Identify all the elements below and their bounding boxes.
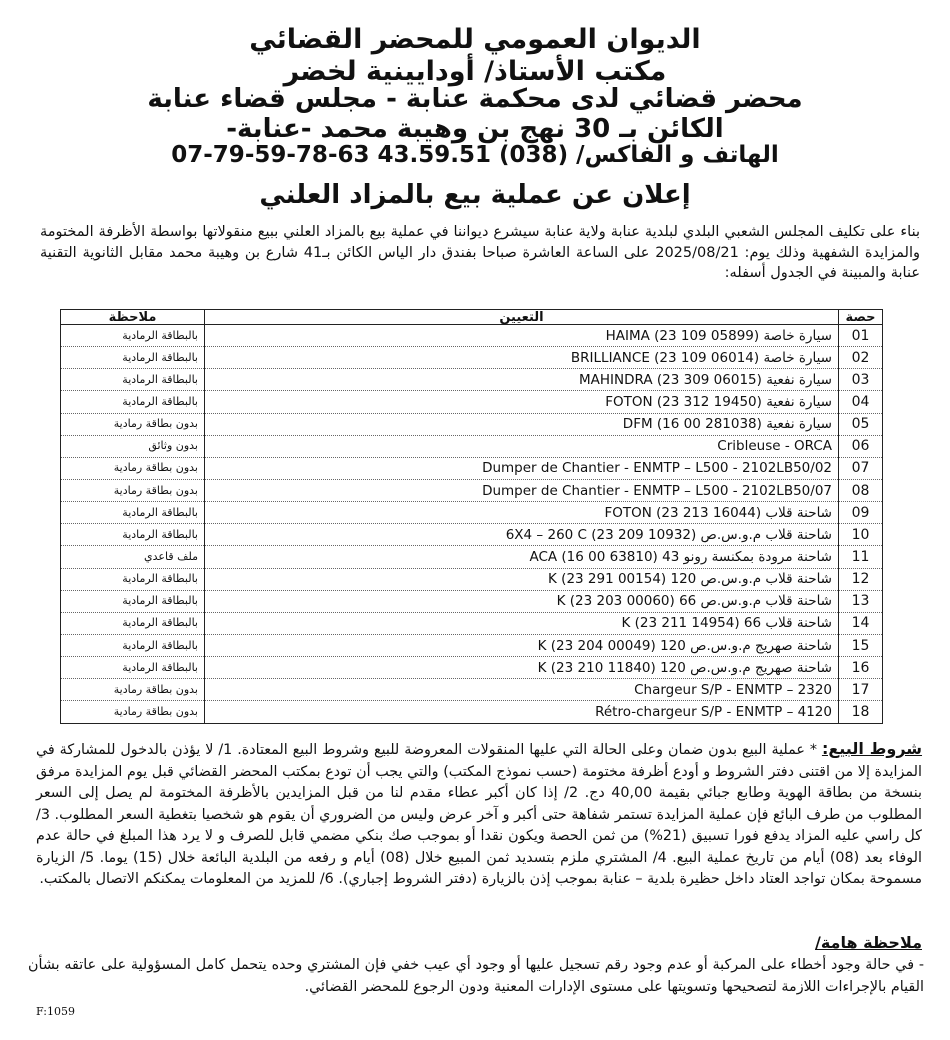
table-row [61,524,883,546]
col-header-remark: ملاحظة [61,310,205,325]
lot-cell: 11 [839,546,883,568]
table-row [61,347,883,369]
lot-cell: 08 [839,479,883,501]
remark-cell: بالبطاقة الرمادية [61,524,205,546]
designation-cell: شاحنة صهريج م.و.س.ص 120 K (23 204 00049) [205,634,839,656]
table-row [61,612,883,634]
designation-cell: Dumper de Chantier - ENMTP – L500 - 2102LB50/02 [205,457,839,479]
table-row [61,413,883,435]
table-row [61,701,883,723]
remark-cell: بالبطاقة الرمادية [61,369,205,391]
lot-cell: 04 [839,391,883,413]
lot-cell: 01 [839,325,883,347]
court-line: محضر قضائي لدى محكمة عنابة - مجلس قضاء عنابة [147,84,803,114]
lot-cell: 16 [839,657,883,679]
table-row [61,502,883,524]
table-body [61,325,883,724]
remark-cell: بدون بطاقة رمادية [61,457,205,479]
remark-cell: بدون بطاقة رمادية [61,679,205,701]
designation-cell: Chargeur S/P - ENMTP – 2320 [205,679,839,701]
table-row [61,325,883,347]
remark-cell: بالبطاقة الرمادية [61,657,205,679]
designation-cell: سيارة نفعية MAHINDRA (23 309 06015) [205,369,839,391]
table-row [61,391,883,413]
office-title: الديوان العمومي للمحضر القضائي [249,24,701,55]
lot-cell: 14 [839,612,883,634]
table-row [61,457,883,479]
designation-cell: سيارة نفعية FOTON (23 312 19450) [205,391,839,413]
lot-cell: 15 [839,634,883,656]
remark-cell: بالبطاقة الرمادية [61,612,205,634]
intro-paragraph: بناء على تكليف المجلس الشعبي البلدي لبلدية عنابة ولاية عنابة سيشرع ديواننا في عملية بيع بالمزاد العلني ببيع منقولاتها بواسطة الأظرفة المختومة والمزايدة الشفهية وذلك يوم: 2025/08/21 على الساعة العاشرة صباحا بفندق دار الياس الكائن بـ41 شارع بن وهيبة محمد مقابل الثانوية التقنية عنابة والمبينة في الجدول أسفله: [40,224,920,281]
designation-cell: شاحنة قلاب م.و.س.ص 120 K (23 291 00154) [205,568,839,590]
designation-cell: شاحنة صهريج م.و.س.ص 120 K (23 210 11840) [205,657,839,679]
remark-cell: بدون بطاقة رمادية [61,479,205,501]
designation-cell: سيارة نفعية DFM (16 00 281038) [205,413,839,435]
phone-fax-line: الهاتف و الفاكس/ (038) 43.59.51 63-78-59-79-07 [171,142,779,168]
lot-cell: 03 [839,369,883,391]
table-row [61,590,883,612]
bailiff-name: مكتب الأستاذ/ أودايينية لخضر [283,56,667,87]
lot-cell: 13 [839,590,883,612]
table-header-row [61,310,883,325]
designation-cell: شاحنة قلاب م.و.س.ص 6X4 – 260 C (23 209 10932) [205,524,839,546]
designation-cell: شاحنة مرودة بمكنسة رونو 43 ACA (16 00 63810) [205,546,839,568]
designation-cell: Dumper de Chantier - ENMTP – L500 - 2102LB50/07 [205,479,839,501]
col-header-lot: حصة [839,310,883,325]
table-row [61,568,883,590]
lot-cell: 18 [839,701,883,723]
lot-cell: 05 [839,413,883,435]
lot-cell: 17 [839,679,883,701]
lot-cell: 09 [839,502,883,524]
sale-conditions [36,738,922,891]
reference-code: F:1059 [36,1005,75,1018]
remark-cell: ملف قاعدي [61,546,205,568]
designation-cell: شاحنة قلاب FOTON (23 213 16044) [205,502,839,524]
designation-cell: سيارة خاصة HAIMA (23 109 05899) [205,325,839,347]
lot-cell: 02 [839,347,883,369]
remark-cell: بالبطاقة الرمادية [61,502,205,524]
col-header-designation: التعيين [205,310,839,325]
remark-cell: بالبطاقة الرمادية [61,347,205,369]
designation-cell: شاحنة قلاب م.و.س.ص 66 K (23 203 00060) [205,590,839,612]
remark-cell: بالبطاقة الرمادية [61,590,205,612]
table-row [61,435,883,457]
conditions-text: * عملية البيع بدون ضمان وعلى الحالة التي عليها المنقولات المعروضة للبيع وشروط البيع المعتادة. 1/ لا يؤذن بالدخول للمشاركة في المزايدة إلا من اقتنى دفتر الشروط و أودع أظرفة مختومة (حسب نموذج المكتب) والتي يجب أن تودع بمكتب المحضر القضائي قبل يوم المزايدة مرفق بنسخة من بطاقة الهوية وطابع جبائي بقيمة 40,00 دج. 2/ إذا كان أكبر عطاء مقدم لنا من قبل المزايدين بالأظرفة المختومة لم يصل إلى السعر المطلوب من طرف البائع فإن عملية المزايدة تستمر شفاهة حتى أكبر و آخر عرض وليس من الضروري أن يقوم هو شخصيا بتغطية السعر المطلوب. 3/ كل راسي عليه المزاد يدفع فورا تسبيق (21%) من ثمن الحصة ويكون نقدا أو بموجب صك بنكي مضمي قابل للصرف و لا يرد هذا المبلغ في حالة عدم الوفاء بعد (08) أيام من تاريخ عملية البيع. 4/ المشتري ملزم بتسديد ثمن المبيع خلال (08) أيام و رفعه من البلدية البائعة خلال (15) يوما. 5/ الزيارة مسموحة بمكان تواجد العتاد داخل حظيرة بلدية – عنابة بموجب إذن بالزيارة (دفتر الشروط إجباري). 6/ للمزيد من المعلومات يمكنكم الاتصال بالمكتب. [36,742,922,887]
table-row [61,369,883,391]
remark-cell: بالبطاقة الرمادية [61,634,205,656]
designation-cell: Rétro-chargeur S/P - ENMTP – 4120 [205,701,839,723]
designation-cell: شاحنة قلاب 66 K (23 211 14954) [205,612,839,634]
designation-cell: Cribleuse - ORCA [205,435,839,457]
remark-cell: بالبطاقة الرمادية [61,391,205,413]
table-row [61,479,883,501]
lot-cell: 06 [839,435,883,457]
lot-cell: 10 [839,524,883,546]
important-note-title: ملاحظة هامة/ [815,933,922,952]
lots-table [60,309,883,724]
remark-cell: بدون وثائق [61,435,205,457]
important-note-text: - في حالة وجود أخطاء على المركبة أو عدم وجود رقم تسجيل عليها أو وجود أي عيب خفي فإن المشتري وحده يتحمل كامل المسؤولية على عاتقه بشأن القيام بالإجراءات اللازمة لتصحيحها وتسويتها على مستوى الإدارات المعنية ودون الرجوع للمحضر القضائي. [28,957,924,995]
lot-cell: 12 [839,568,883,590]
remark-cell: بالبطاقة الرمادية [61,568,205,590]
remark-cell: بدون بطاقة رمادية [61,701,205,723]
table-row [61,679,883,701]
announcement-title: إعلان عن عملية بيع بالمزاد العلني [259,180,691,210]
address-line: الكائن بـ 30 نهج بن وهيبة محمد -عنابة- [226,114,724,144]
table-row [61,634,883,656]
lot-cell: 07 [839,457,883,479]
table-row [61,546,883,568]
remark-cell: بالبطاقة الرمادية [61,325,205,347]
table-row [61,657,883,679]
designation-cell: سيارة خاصة BRILLIANCE (23 109 06014) [205,347,839,369]
conditions-title: شروط البيع: [821,739,923,758]
remark-cell: بدون بطاقة رمادية [61,413,205,435]
